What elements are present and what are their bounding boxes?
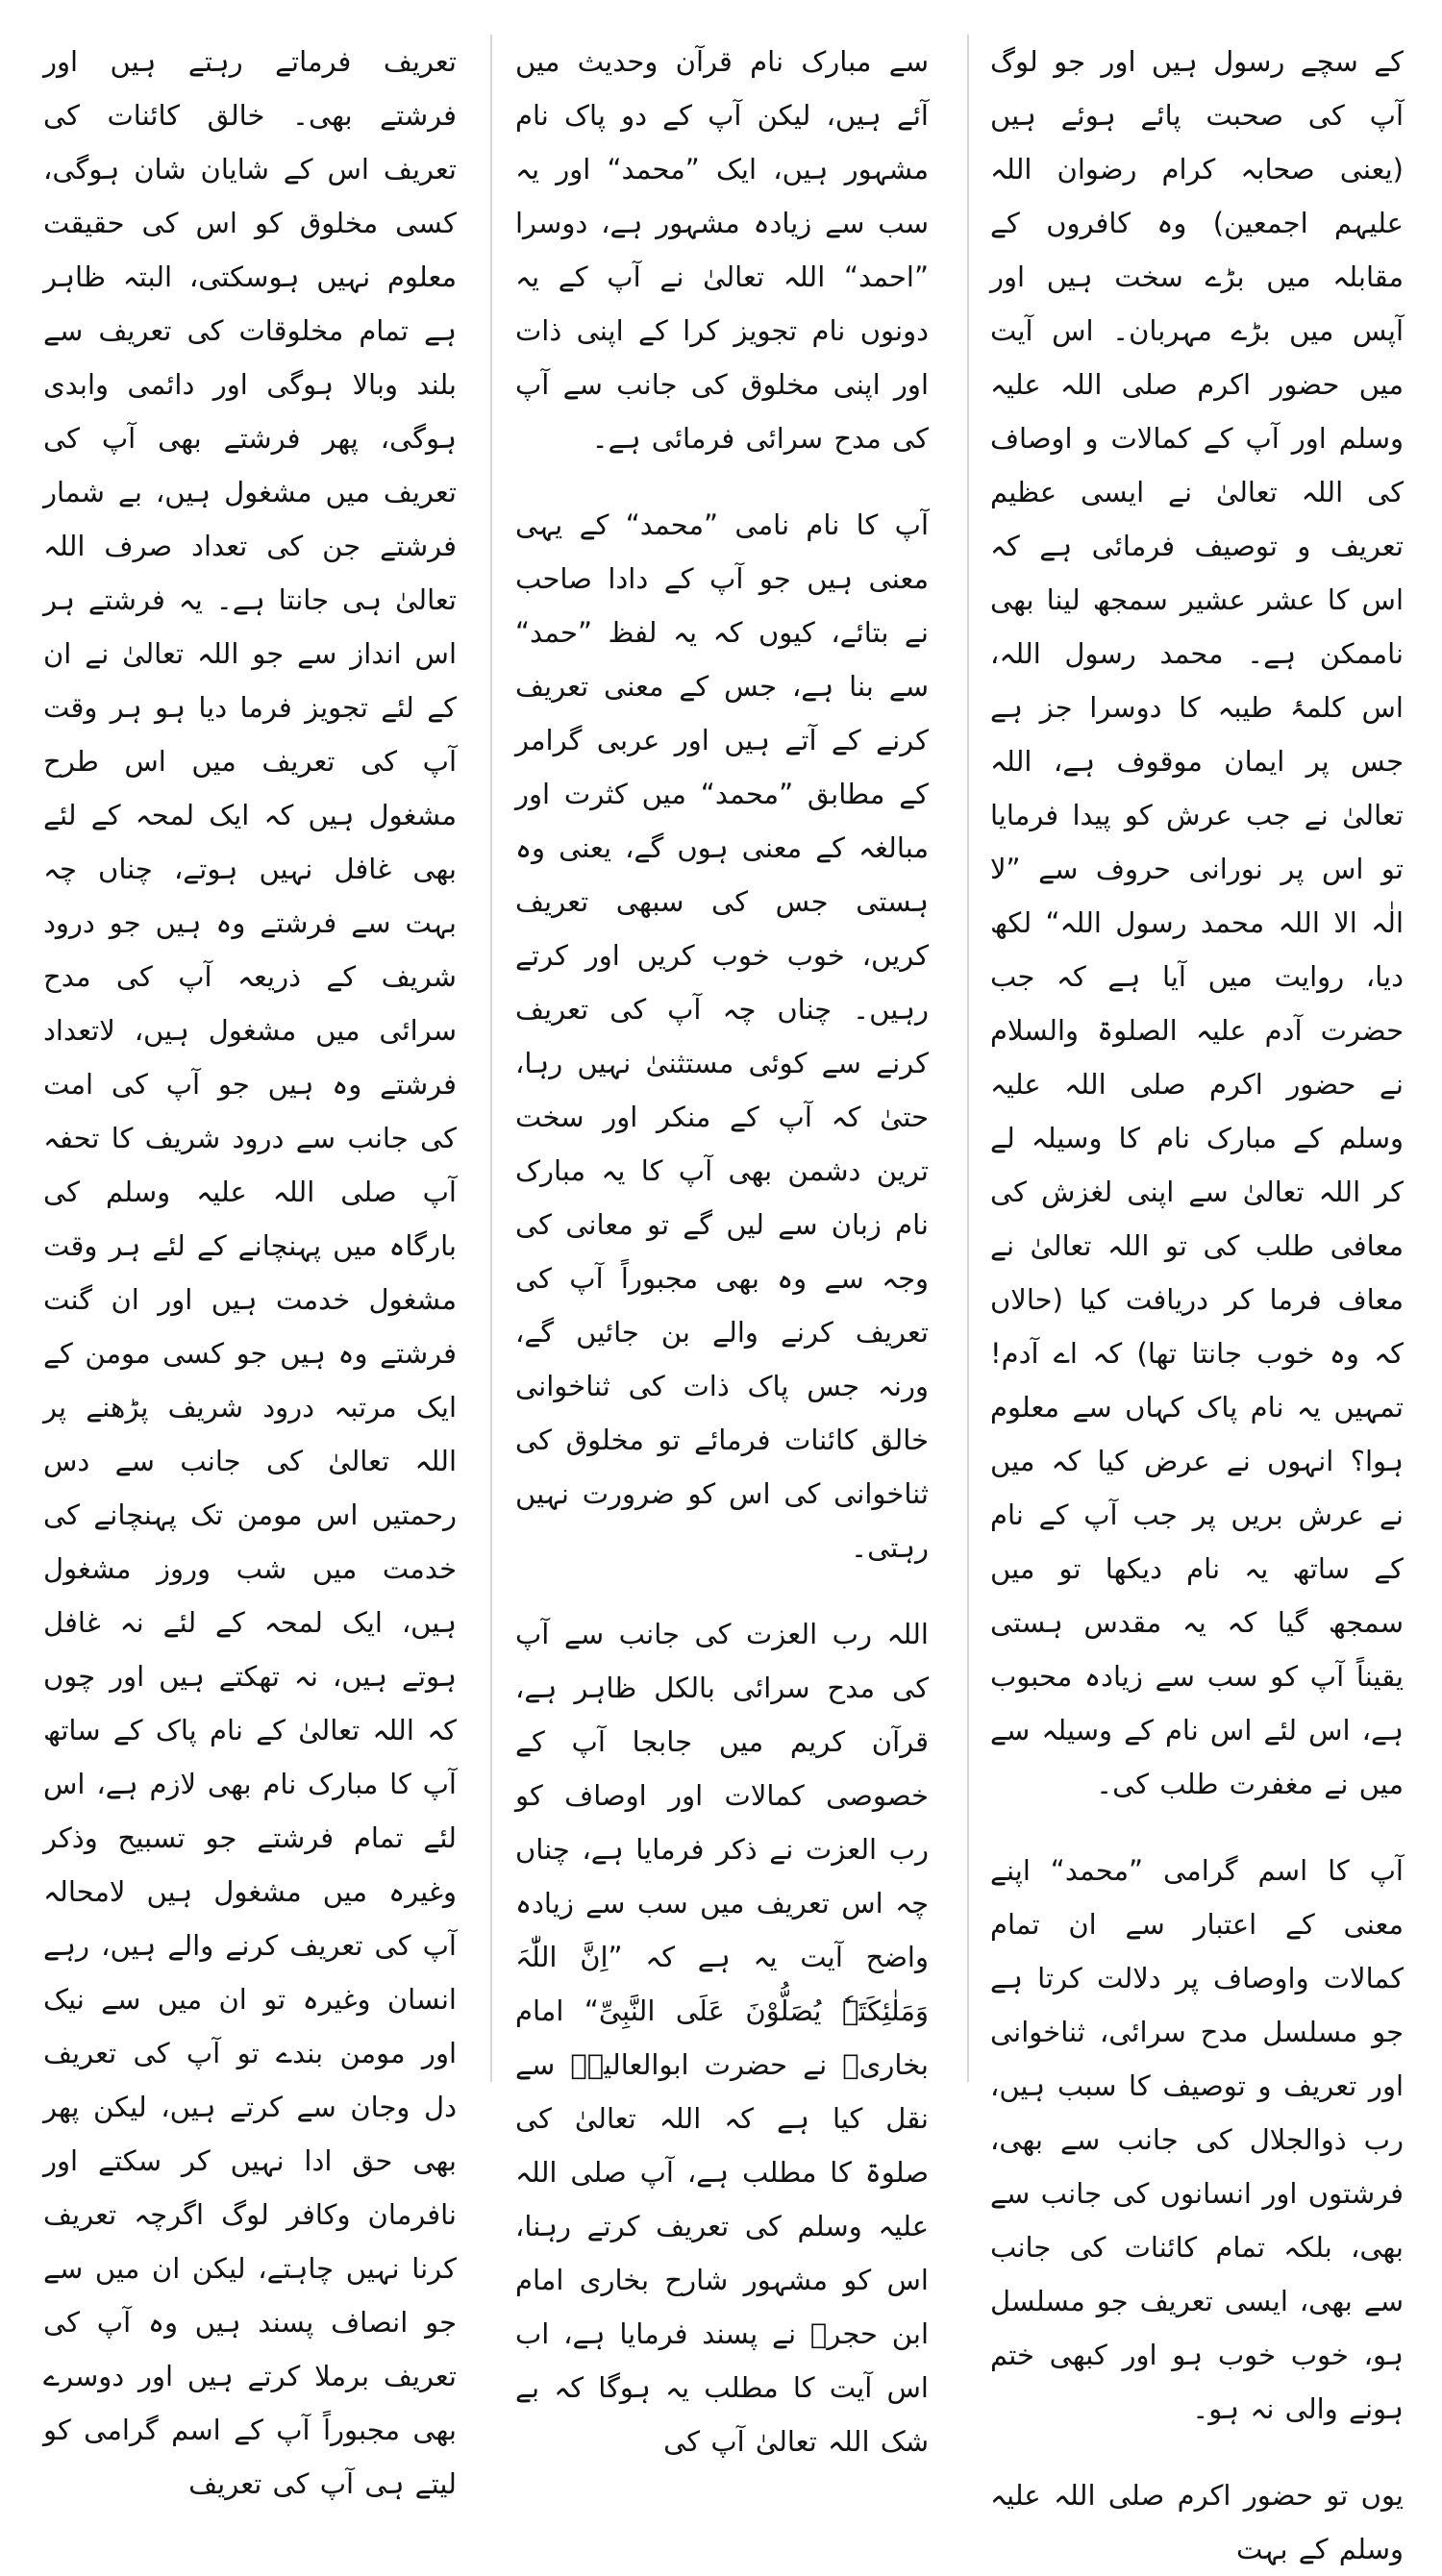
column-left <box>43 35 457 2500</box>
column-middle <box>515 35 929 2458</box>
column-middle-paragraph-3: اللہ رب العزت کی جانب سے آپ کی مدح سرائی بالکل ظاہر ہے، قرآن کریم میں جابجا آپ کے خصوصی کمالات اور اوصاف کو رب العزت نے ذکر فرمایا ہے، چناں چہ اس تعریف میں سب سے زیادہ واضح آیت یہ ہے کہ ”اِنَّ اللّٰہَ وَمَلٰئِکَتَہٗ یُصَلُّوْنَ عَلَی النَّبِیِّ“ امام بخاریؒ نے حضرت ابوالعالیہؒ سے نقل کیا ہے کہ اللہ تعالیٰ کی صلوۃ کا مطلب ہے، آپ صلی اللہ علیہ وسلم کی تعریف کرتے رہنا، اس کو مشہور شارح بخاری امام ابن حجرؒ نے پسند فرمایا ہے، اب اس آیت کا مطلب یہ ہوگا کہ بے شک اللہ تعالیٰ آپ کی <box>515 1618 929 2458</box>
column-right-paragraph-2: آپ کا اسم گرامی ”محمد“ اپنے معنی کے اعتبار سے ان تمام کمالات واوصاف پر دلالت کرتا ہے جو مسلسل مدح سرائی، ثناخوانی اور تعریف و توصیف کا سبب ہیں، رب ذوالجلال کی جانب سے بھی، فرشتوں اور انسانوں کی جانب سے بھی، بلکہ تمام کائنات کی جانب سے بھی، ایسی تعریف جو مسلسل ہو، خوب خوب ہو اور کبھی ختم ہونے والی نہ ہو۔ <box>990 1854 1404 2425</box>
column-divider <box>967 35 969 2082</box>
column-middle-paragraph-1: سے مبارک نام قرآن وحدیث میں آئے ہیں، لیکن آپ کے دو پاک نام مشہور ہیں، ایک ”محمد“ اور یہ سب سے زیادہ مشہور ہے، دوسرا ”احمد“ اللہ تعالیٰ نے آپ کے یہ دونوں نام تجویز کرا کے اپنی ذات اور اپنی مخلوق کی جانب سے آپ کی مدح سرائی فرمائی ہے۔ <box>515 45 929 455</box>
column-divider <box>490 35 492 2082</box>
column-left-paragraph-1: تعریف فرماتے رہتے ہیں اور فرشتے بھی۔ خالق کائنات کی تعریف اس کے شایان شان ہوگی، کسی مخلوق کو اس کی حقیقت معلوم نہیں ہوسکتی، البتہ ظاہر ہے تمام مخلوقات کی تعریف سے بلند وبالا ہوگی اور دائمی وابدی ہوگی، پھر فرشتے بھی آپ کی تعریف میں مشغول ہیں، بے شمار فرشتے جن کی تعداد صرف اللہ تعالیٰ ہی جانتا ہے۔ یہ فرشتے ہر اس انداز سے جو اللہ تعالیٰ نے ان کے لئے تجویز فرما دیا ہو ہر وقت آپ کی تعریف میں اس طرح مشغول ہیں کہ ایک لمحہ کے لئے بھی غافل نہیں ہوتے، چناں چہ بہت سے فرشتے وہ ہیں جو درود شریف کے ذریعہ آپ کی مدح سرائی میں مشغول ہیں، لاتعداد فرشتے وہ ہیں جو آپ کی امت کی جانب سے درود شریف کا تحفہ آپ صلی اللہ علیہ وسلم کی بارگاہ میں پہنچانے کے لئے ہر وقت مشغول خدمت ہیں اور ان گنت فرشتے وہ ہیں جو کسی مومن کے ایک مرتبہ درود شریف پڑھنے پر اللہ تعالیٰ کی جانب سے دس رحمتیں اس مومن تک پہنچانے کی خدمت میں شب وروز مشغول ہیں، ایک لمحہ کے لئے نہ غافل ہوتے ہیں، نہ تھکتے ہیں اور چوں کہ اللہ تعالیٰ کے نام پاک کے ساتھ آپ کا مبارک نام بھی لازم ہے، اس لئے تمام فرشتے جو تسبیح وذکر وغیرہ میں مشغول ہیں لامحالہ آپ کی تعریف کرنے والے ہیں، رہے انسان وغیرہ تو ان میں سے نیک اور مومن بندے تو آپ کی تعریف دل وجان سے کرتے ہیں، لیکن پھر بھی حق ادا نہیں کر سکتے اور نافرمان وکافر لوگ اگرچہ تعریف کرنا نہیں چاہتے، لیکن ان میں سے جو انصاف پسند ہیں وہ آپ کی تعریف برملا کرتے ہیں اور دوسرے بھی مجبوراً آپ کے اسم گرامی کو لیتے ہی آپ کی تعریف <box>43 45 457 2500</box>
column-right-paragraph-1: کے سچے رسول ہیں اور جو لوگ آپ کی صحبت پائے ہوئے ہیں (یعنی صحابہ کرام رضوان اللہ علیہم اجمعین) وہ کافروں کے مقابلہ میں بڑے سخت ہیں اور آپس میں بڑے مہربان۔ اس آیت میں حضور اکرم صلی اللہ علیہ وسلم اور آپ کے کمالات و اوصاف کی اللہ تعالیٰ نے ایسی عظیم تعریف و توصیف فرمائی ہے کہ اس کا عشر عشیر سمجھ لینا بھی ناممکن ہے۔ محمد رسول اللہ، اس کلمۂ طیبہ کا دوسرا جز ہے جس پر ایمان موقوف ہے، اللہ تعالیٰ نے جب عرش کو پیدا فرمایا تو اس پر نورانی حروف سے ”لا الٰہ الا اللہ محمد رسول اللہ“ لکھ دیا، روایت میں آیا ہے کہ جب حضرت آدم علیہ الصلوۃ والسلام نے حضور اکرم صلی اللہ علیہ وسلم کے مبارک نام کا وسیلہ لے کر اللہ تعالیٰ سے اپنی لغزش کی معافی طلب کی تو اللہ تعالیٰ نے معاف فرما کر دریافت کیا (حالاں کہ وہ خوب جانتا تھا) کہ اے آدم! تمہیں یہ نام پاک کہاں سے معلوم ہوا؟ انہوں نے عرض کیا کہ میں نے عرش بریں پر جب آپ کے نام کے ساتھ یہ نام دیکھا تو میں سمجھ گیا کہ یہ مقدس ہستی یقیناً آپ کو سب سے زیادہ محبوب ہے، اس لئے اس نام کے وسیلہ سے میں نے مغفرت طلب کی۔ <box>990 45 1404 1800</box>
column-right-paragraph-3: یوں تو حضور اکرم صلی اللہ علیہ وسلم کے بہت <box>990 2479 1404 2565</box>
column-right <box>990 35 1404 2565</box>
column-middle-paragraph-2: آپ کا نام نامی ”محمد“ کے یہی معنی ہیں جو آپ کے دادا صاحب نے بتائے، کیوں کہ یہ لفظ ”حمد“ سے بنا ہے، جس کے معنی تعریف کرنے کے آتے ہیں اور عربی گرامر کے مطابق ”محمد“ میں کثرت اور مبالغہ کے معنی ہوں گے، یعنی وہ ہستی جس کی سبھی تعریف کریں، خوب خوب کریں اور کرتے رہیں۔ چناں چہ آپ کی تعریف کرنے سے کوئی مستثنیٰ نہیں رہا، حتیٰ کہ آپ کے منکر اور سخت ترین دشمن بھی آپ کا یہ مبارک نام زبان سے لیں گے تو معانی کی وجہ سے وہ بھی مجبوراً آپ کی تعریف کرنے والے بن جائیں گے، ورنہ جس پاک ذات کی ثناخوانی خالق کائنات فرمائے تو مخلوق کی ثناخوانی کی اس کو ضرورت نہیں رہتی۔ <box>515 508 929 1564</box>
